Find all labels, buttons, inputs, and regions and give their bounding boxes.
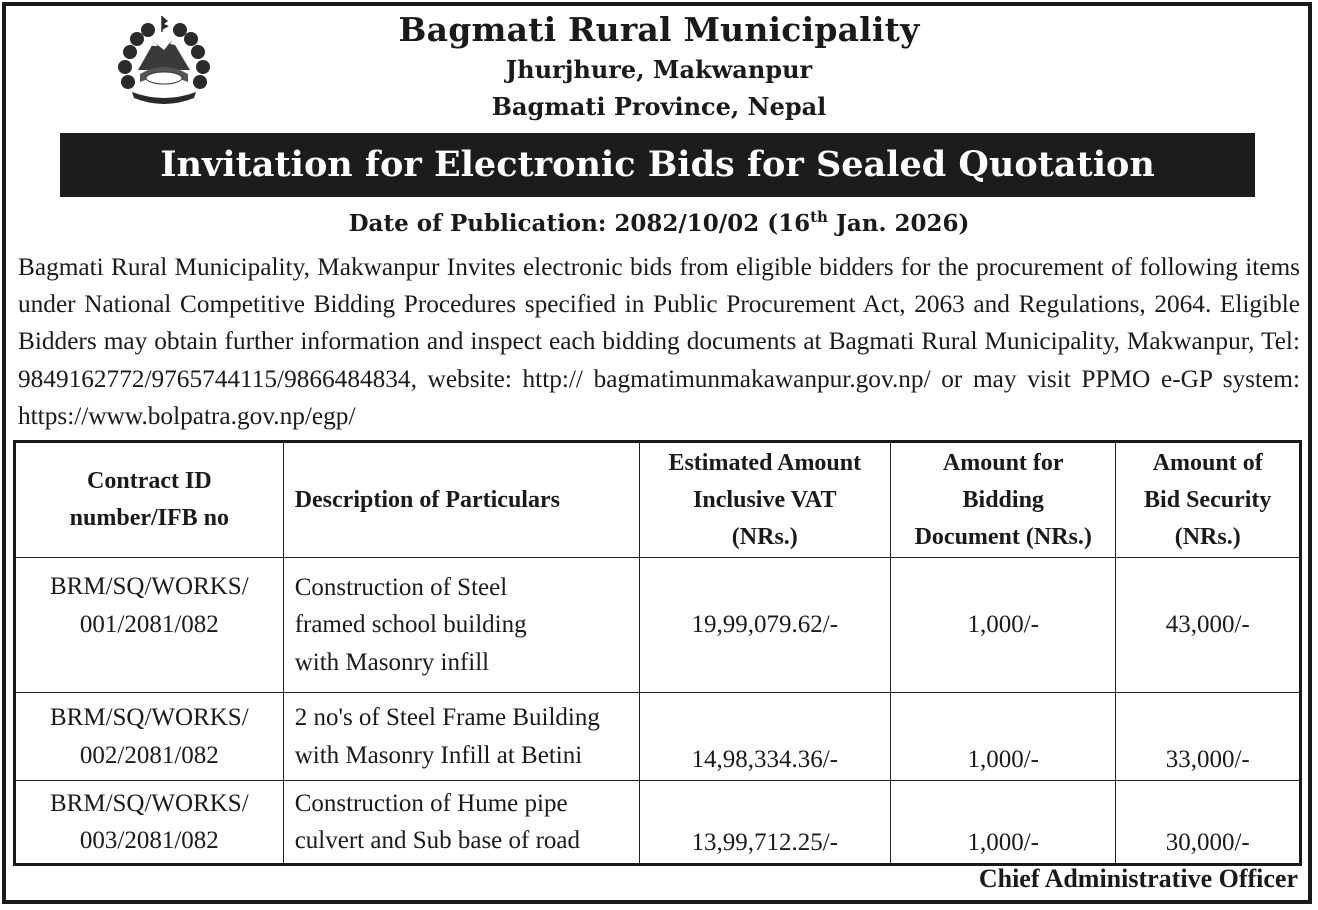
publication-date [0,208,1318,237]
cell-contract-id: BRM/SQ/WORKS/ 002/2081/082 [15,693,284,781]
cell-estimated-amount: 14,98,334.36/- [639,693,890,781]
cell-bidding-document-fee: 1,000/- [891,693,1116,781]
cell-estimated-amount: 13,99,712.25/- [639,781,890,865]
cell-description: Construction of Steel framed school building with Masonry infill [283,558,639,693]
cell-bid-security: 33,000/- [1116,693,1301,781]
org-name: Bagmati Rural Municipality [398,10,920,49]
signatory-title: Chief Administrative Officer [978,864,1298,893]
cell-contract-id: BRM/SQ/WORKS/ 003/2081/082 [15,781,284,865]
address-line-2: Bagmati Province, Nepal [491,92,827,121]
cell-description: 2 no's of Steel Frame Building with Masonry Infill at Betini [283,693,639,781]
publication-date-ordinal: th [810,208,828,226]
header-bid-security: Amount of Bid Security (NRs.) [1116,442,1301,558]
notice-title-banner: Invitation for Electronic Bids for Sealed Quotation [60,133,1255,197]
header-description: Description of Particulars [283,442,639,558]
header-estimated-amount: Estimated Amount Inclusive VAT (NRs.) [639,442,890,558]
publication-date-end: Jan. 2026) [827,210,970,237]
cell-description: Construction of Hume pipe culvert and Sub base of road [283,781,639,865]
address-line-1: Jhurjhure, Makwanpur [505,55,813,84]
cell-contract-id: BRM/SQ/WORKS/ 001/2081/082 [15,558,284,693]
header-bidding-document-fee: Amount for Bidding Document (NRs.) [891,442,1116,558]
table-row [15,693,1301,781]
table-header-row [15,442,1301,558]
cell-bid-security: 43,000/- [1116,558,1301,693]
table-row [15,558,1301,693]
cell-bidding-document-fee: 1,000/- [891,558,1116,693]
bid-items-table [13,440,1302,866]
notice-paragraph: Bagmati Rural Municipality, Makwanpur Invites electronic bids from eligible bidders for the procurement of following items under National Competitive Bidding Procedures specified in Public Procurement Act, 2063 and Regulations, 2064. Eligible Bidders may obtain further information and inspect each bidding documents at Bagmati Rural Municipality, Makwanpur, Tel: 9849162772/9765744115/9866484834, website: http:// bagmatimunmakawanpur.gov.np/ or may visit PPMO e-GP system: https://www.bolpatra.gov.np/egp/ [18,253,1300,430]
table-row [15,781,1301,865]
cell-estimated-amount: 19,99,079.62/- [639,558,890,693]
cell-bid-security: 30,000/- [1116,781,1301,865]
publication-date-label: Date of Publication: 2082/10/02 (16 [348,210,811,237]
header-contract-id: Contract ID number/IFB no [15,442,284,558]
cell-bidding-document-fee: 1,000/- [891,781,1116,865]
